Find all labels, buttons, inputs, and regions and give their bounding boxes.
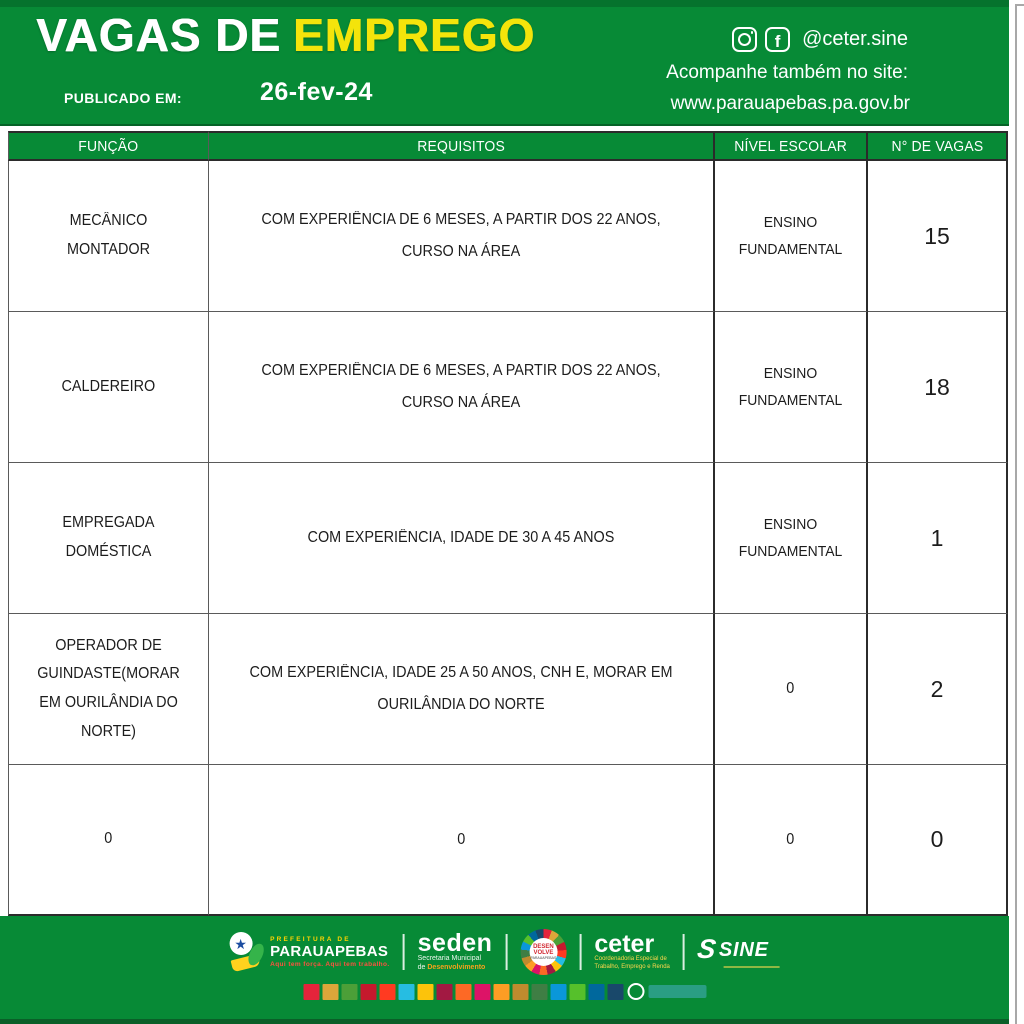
sdg-goal-icon: [398, 984, 414, 1000]
sdg-goal-icon: [569, 984, 585, 1000]
seden-wordmark: seden: [417, 928, 493, 957]
cell-n-de-vagas: 15: [868, 161, 1008, 312]
cell-n-de-vagas: 18: [868, 312, 1008, 463]
desenvolve-line2: VOLVE: [533, 949, 554, 956]
sdg-goal-icon: [474, 984, 490, 1000]
cell-n-de-vagas: 0: [868, 765, 1008, 916]
cell-requisitos: COM EXPERIÊNCIA DE 6 MESES, A PARTIR DOS 22 ANOS, CURSO NA ÁREA: [209, 312, 715, 463]
sdg-goal-icon: [417, 984, 433, 1000]
sine-wordmark: SINE: [718, 938, 769, 961]
logo-divider: [403, 934, 405, 970]
site-caption: Acompanhe também no site:: [666, 62, 908, 83]
cell-nivel-escolar: ENSINO FUNDAMENTAL: [715, 312, 868, 463]
title-part-yellow: EMPREGO: [292, 9, 536, 61]
sdg-icons-row: [303, 983, 706, 1000]
facebook-icon[interactable]: [765, 27, 790, 52]
ceter-wordmark: ceter: [594, 929, 655, 958]
cell-n-de-vagas: 1: [868, 463, 1008, 614]
cell-requisitos: 0: [209, 765, 715, 916]
sdg-goal-icon: [360, 984, 376, 1000]
column-header-requisitos: REQUISITOS: [209, 131, 715, 161]
sdg-strip: [303, 984, 623, 1000]
sdg-goal-icon: [455, 984, 471, 1000]
prefeitura-tagline: Aqui tem força. Aqui tem trabalho.: [270, 960, 390, 968]
sdg-goal-icon: [512, 984, 528, 1000]
un-emblem-icon: [627, 983, 644, 1000]
site-url[interactable]: www.parauapebas.pa.gov.br: [670, 93, 910, 114]
cell-funcao: EMPREGADA DOMÉSTICA: [8, 463, 209, 614]
seden-subtitle-line2: de Desenvolvimento: [417, 964, 486, 972]
footer-bottom-strip: [0, 1019, 1009, 1024]
footer: [0, 916, 1009, 1024]
sdg-goal-icon: [493, 984, 509, 1000]
header-banner: [0, 0, 1009, 126]
desenvolve-sub: PARAUAPEBAS: [530, 955, 557, 960]
logo-divider: [579, 934, 581, 970]
sine-logo: [695, 934, 780, 968]
cell-requisitos: COM EXPERIÊNCIA, IDADE 25 A 50 ANOS, CNH E, MORAR EM OURILÂNDIA DO NORTE: [209, 614, 715, 765]
sdg-goal-icon: [322, 984, 338, 1000]
sdg-goal-icon: [607, 984, 623, 1000]
sdg-wordmark: [648, 985, 706, 998]
sdg-goal-icon: [531, 984, 547, 1000]
star-icon: ★: [234, 935, 247, 952]
partner-logos-row: [229, 929, 780, 975]
seden-subtitle-line1: Secretaria Municipal: [417, 955, 482, 963]
cell-n-de-vagas: 2: [868, 614, 1008, 765]
social-handle[interactable]: @ceter.sine: [802, 28, 908, 50]
ceter-subtitle-line1: Coordenadoria Especial de: [594, 956, 667, 963]
sdg-goal-icon: [379, 984, 395, 1000]
cell-funcao: OPERADOR DE GUINDASTE(MORAR EM OURILÂNDIA DO NORTE): [8, 614, 209, 765]
page-title: [36, 9, 536, 61]
vacancies-table: [8, 131, 1008, 916]
cell-funcao: MECÂNICO MONTADOR: [8, 161, 209, 312]
sine-s-icon: S: [695, 934, 719, 964]
sdg-goal-icon: [303, 984, 319, 1000]
column-header-n-de-vagas: N° DE VAGAS: [868, 131, 1008, 161]
logo-divider: [505, 934, 507, 970]
sdg-goal-icon: [588, 984, 604, 1000]
cell-nivel-escolar: 0: [715, 614, 868, 765]
title-part-white: VAGAS DE: [36, 9, 281, 61]
sdg-goal-icon: [436, 984, 452, 1000]
cell-nivel-escolar: 0: [715, 765, 868, 916]
parauapebas-wordmark: PARAUAPEBAS: [270, 943, 389, 961]
prefeitura-de-label: PREFEITURA DE: [270, 935, 351, 943]
seden-logo: [417, 928, 493, 973]
cell-nivel-escolar: ENSINO FUNDAMENTAL: [715, 463, 868, 614]
published-date: 26-fev-24: [260, 78, 373, 106]
cell-requisitos: COM EXPERIÊNCIA, IDADE DE 30 A 45 ANOS: [209, 463, 715, 614]
parauapebas-emblem-icon: [229, 932, 263, 972]
sdg-goal-icon: [550, 984, 566, 1000]
social-row: [732, 27, 908, 52]
desenvolve-parauapebas-wheel-logo: [520, 929, 566, 975]
cell-nivel-escolar: ENSINO FUNDAMENTAL: [715, 161, 868, 312]
ceter-logo: [594, 929, 670, 972]
ceter-subtitle-line2: Trabalho, Emprego e Renda: [594, 964, 670, 971]
prefeitura-parauapebas-logo: [229, 932, 390, 972]
facebook-glyph: f: [774, 32, 781, 51]
sdg-goal-icon: [341, 984, 357, 1000]
cell-requisitos: COM EXPERIÊNCIA DE 6 MESES, A PARTIR DOS 22 ANOS, CURSO NA ÁREA: [209, 161, 715, 312]
cell-funcao: CALDEREIRO: [8, 312, 209, 463]
cell-funcao: 0: [8, 765, 209, 916]
sine-subtitle-bar: [724, 966, 780, 968]
instagram-icon[interactable]: [732, 27, 757, 52]
published-label: PUBLICADO EM:: [64, 90, 182, 106]
page-edge-gutter: [1009, 0, 1024, 1024]
page-edge-line: [1015, 4, 1017, 1024]
logo-divider: [683, 934, 685, 970]
column-header-funcao: FUNÇÃO: [8, 131, 209, 161]
desenvolve-line1: DESEN: [533, 943, 554, 950]
column-header-nivel-escolar: NÍVEL ESCOLAR: [715, 131, 868, 161]
